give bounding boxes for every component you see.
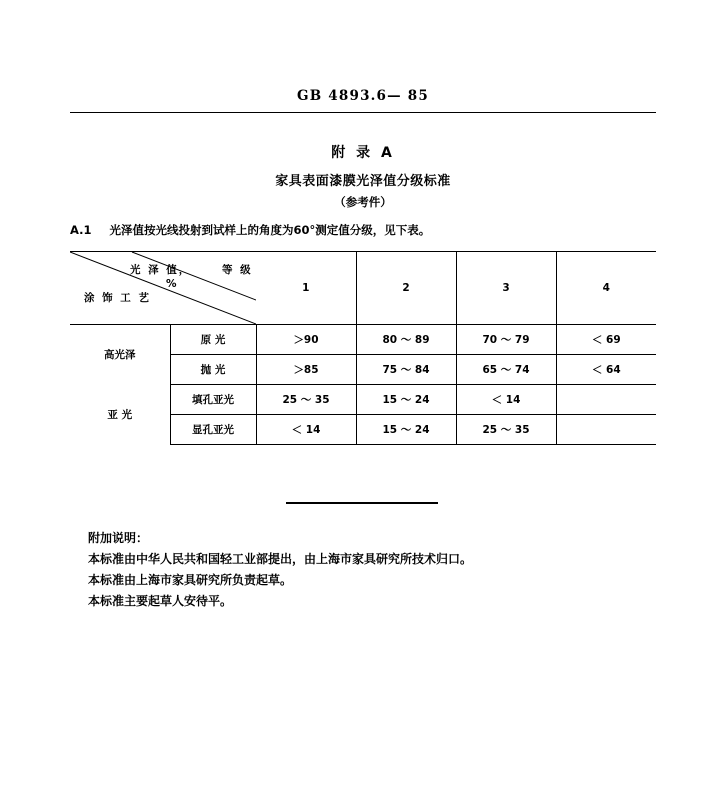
table-header-grade-1: 1 — [256, 252, 356, 325]
cell-r1c2: 80 ～ 89 — [356, 325, 456, 355]
table-corner-cell — [70, 252, 256, 325]
corner-percent-label: % — [166, 278, 177, 290]
footer-note-line-1: 本标准由中华人民共和国轻工业部提出，由上海市家具研究所技术归口。 — [88, 552, 473, 566]
table-row — [70, 385, 656, 415]
cell-r1c4: ＜ 69 — [556, 325, 656, 355]
row-name-yuanguang: 原 光 — [170, 325, 256, 355]
section-divider — [286, 502, 438, 504]
header-divider — [70, 112, 656, 113]
cell-r1c3: 70 ～ 79 — [456, 325, 556, 355]
clause-a1 — [70, 222, 430, 238]
table-header-row — [70, 252, 656, 325]
footer-note-line-3: 本标准主要起草人安待平。 — [88, 594, 233, 608]
clause-text: 光泽值按光线投射到试样上的角度为60°测定值分级，见下表。 — [109, 223, 431, 237]
cell-r2c4: ＜ 64 — [556, 355, 656, 385]
cell-r4c1: ＜ 14 — [256, 415, 356, 445]
cell-r4c3: 25 ～ 35 — [456, 415, 556, 445]
cell-r3c4 — [556, 385, 656, 415]
cell-r3c1: 25 ～ 35 — [256, 385, 356, 415]
table-header-grade-2: 2 — [356, 252, 456, 325]
page-header-standard-number: GB 4893.6— 85 — [297, 88, 429, 104]
table-header-grade-4: 4 — [556, 252, 656, 325]
annex-title: 附 录 A — [331, 145, 395, 161]
corner-process-label: 涂 饰 工 艺 — [84, 292, 151, 304]
row-name-paoguang: 抛 光 — [170, 355, 256, 385]
footer-note-line-2: 本标准由上海市家具研究所负责起草。 — [88, 573, 293, 587]
cell-r2c2: 75 ～ 84 — [356, 355, 456, 385]
table-row — [70, 325, 656, 355]
corner-grade-label: 等 级 — [222, 264, 253, 276]
cell-r2c3: 65 ～ 74 — [456, 355, 556, 385]
group-label-matte: 亚 光 — [70, 385, 170, 445]
gloss-grade-table — [70, 251, 656, 445]
annex-subtitle: 家具表面漆膜光泽值分级标准 — [275, 174, 451, 189]
group-label-high-gloss: 高光泽 — [70, 325, 170, 385]
cell-r3c3: ＜ 14 — [456, 385, 556, 415]
cell-r3c2: 15 ～ 24 — [356, 385, 456, 415]
cell-r2c1: ＞85 — [256, 355, 356, 385]
cell-r4c2: 15 ～ 24 — [356, 415, 456, 445]
cell-r1c1: ＞90 — [256, 325, 356, 355]
clause-number: A.1 — [70, 223, 92, 237]
table-header-grade-3: 3 — [456, 252, 556, 325]
row-name-tiankong-matte: 填孔亚光 — [170, 385, 256, 415]
annex-note: （参考件） — [334, 195, 392, 209]
row-name-xiankong-matte: 显孔亚光 — [170, 415, 256, 445]
footer-notes — [88, 528, 472, 612]
cell-r4c4 — [556, 415, 656, 445]
corner-gloss-label: 光 泽 值， — [130, 264, 192, 276]
footer-notes-heading: 附加说明： — [88, 531, 149, 545]
